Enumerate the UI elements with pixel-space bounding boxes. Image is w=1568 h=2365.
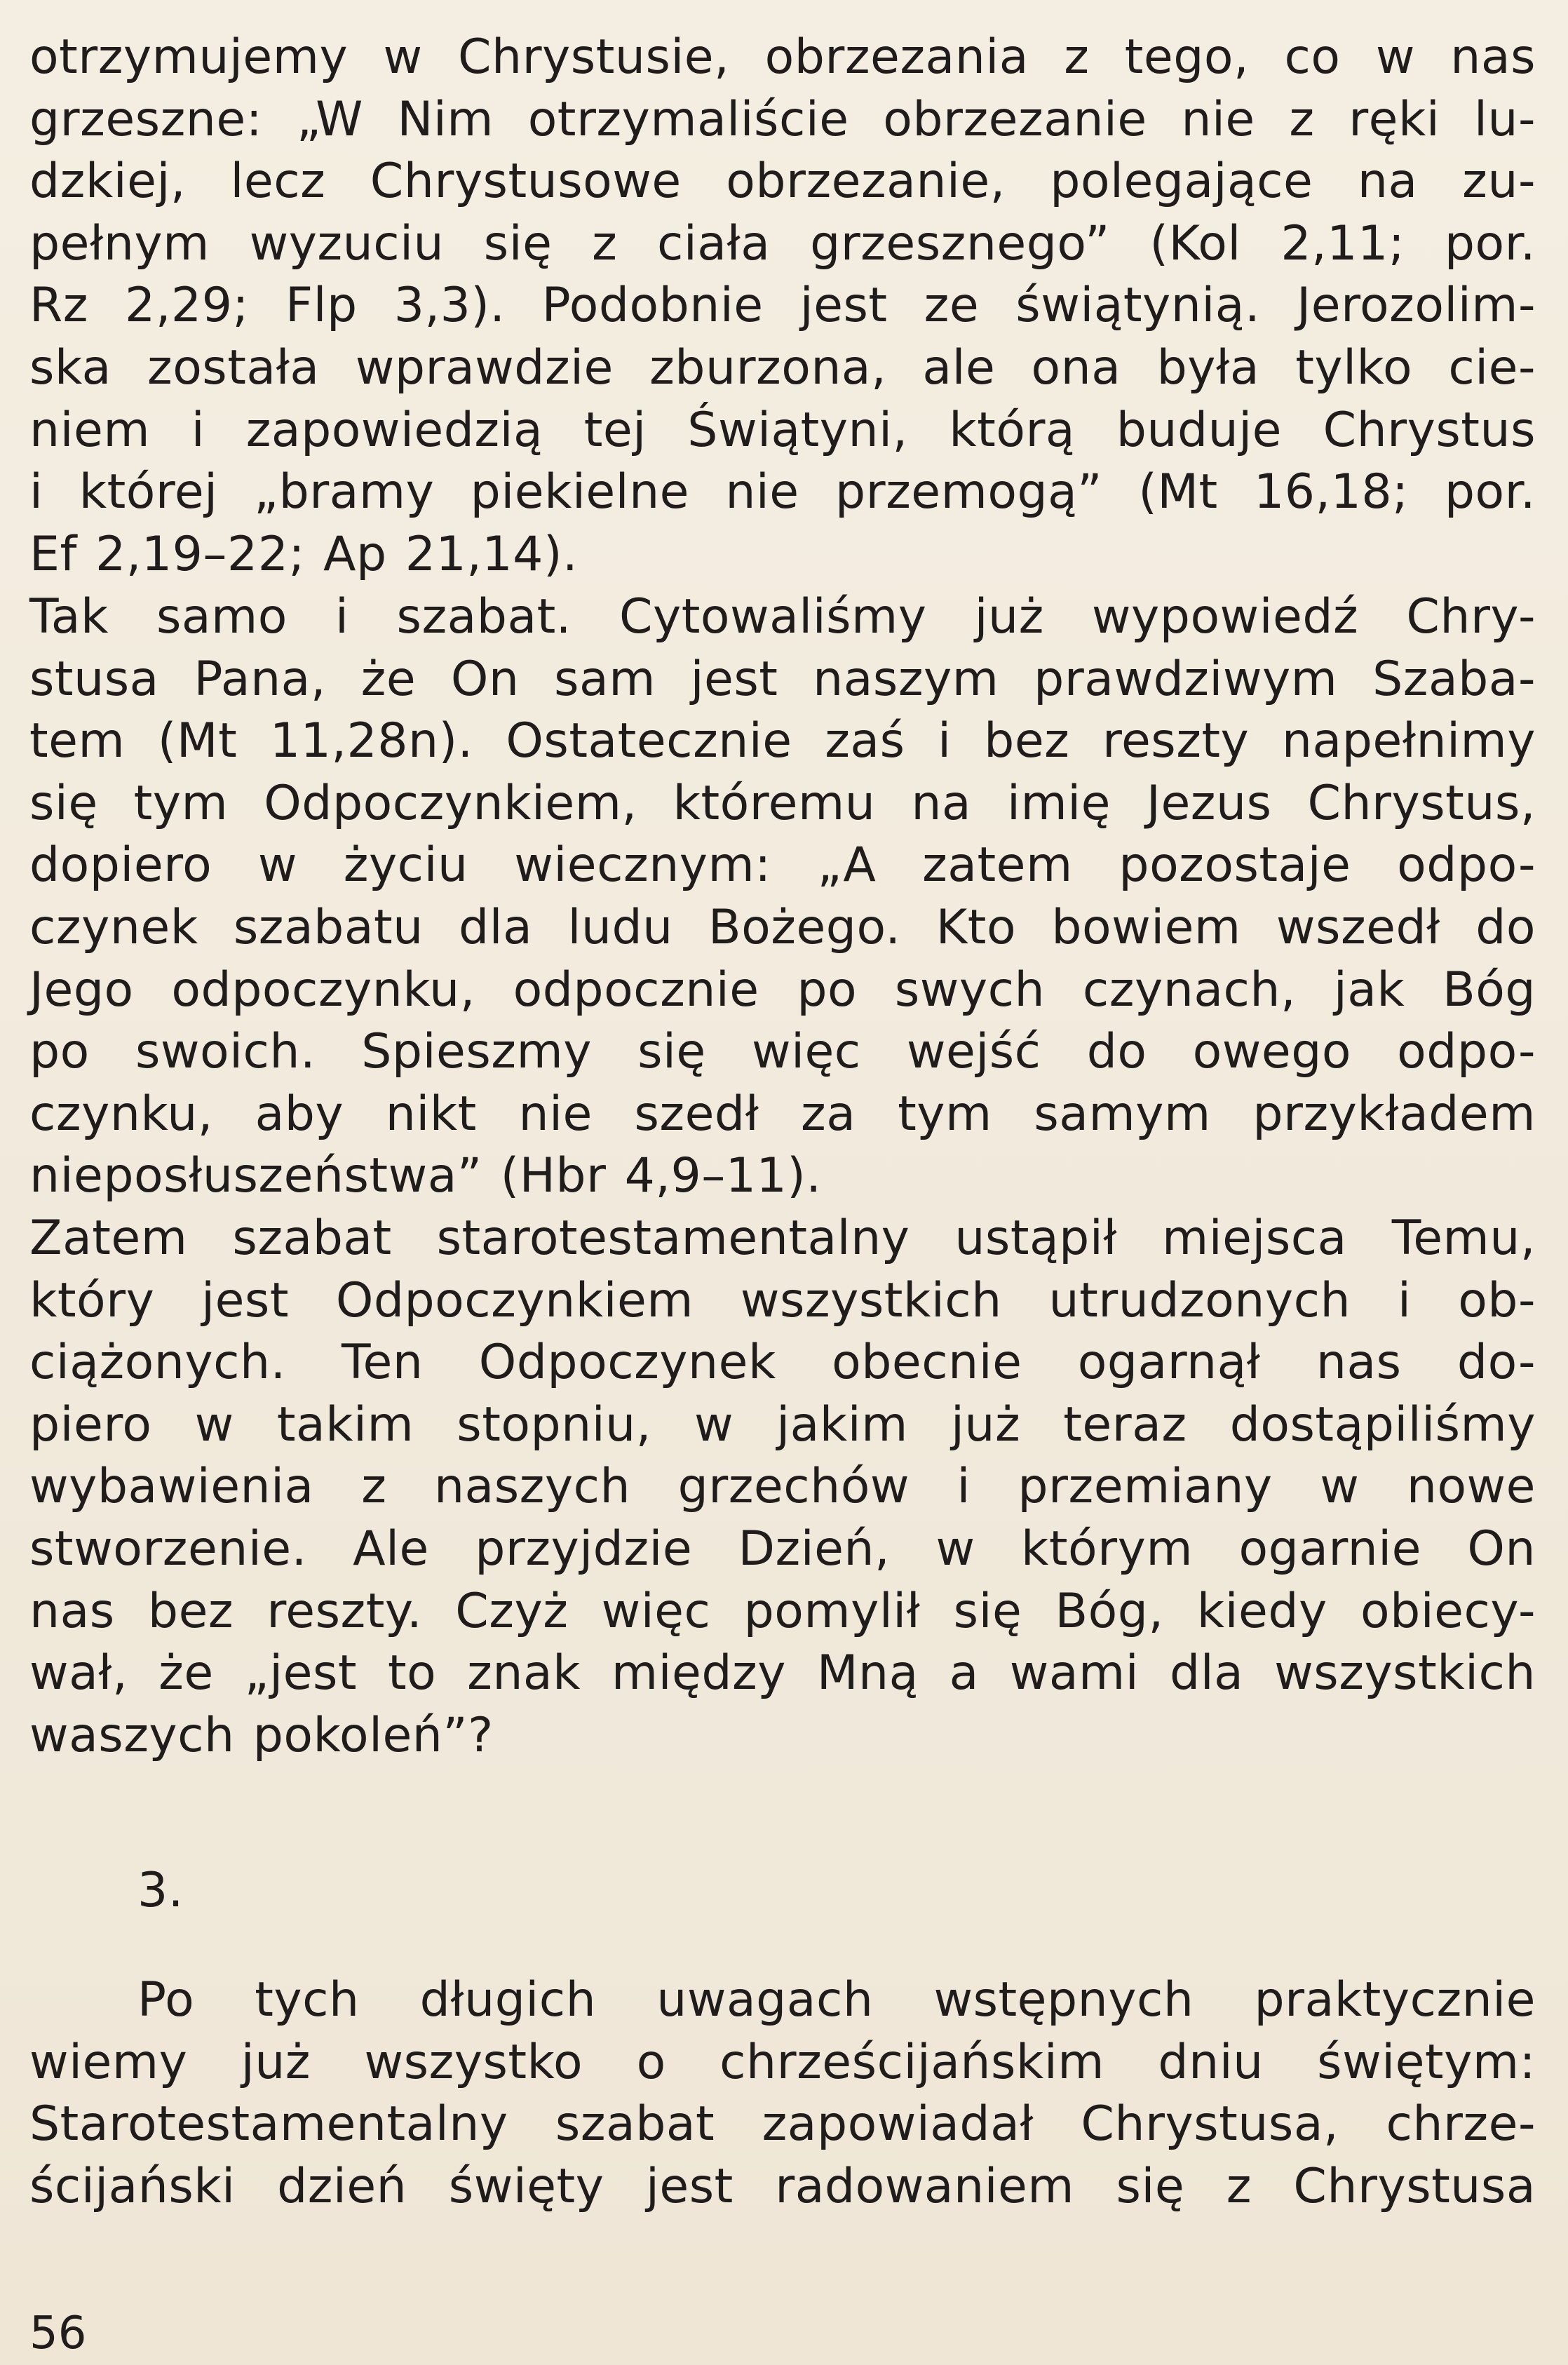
text-line: wiemy już wszystko o chrześcijańskim dniu świętym: xyxy=(29,2034,1536,2090)
section-number: 3. xyxy=(137,1863,184,1918)
text-line: ska została wprawdzie zburzona, ale ona była tylko cie- xyxy=(29,339,1536,396)
text-line: który jest Odpoczynkiem wszystkich utrudzonych i ob- xyxy=(29,1272,1536,1328)
text-line: Po tych długich uwagach wstępnych praktycznie xyxy=(137,1972,1536,2028)
text-line: czynku, aby nikt nie szedł za tym samym przykładem xyxy=(29,1086,1536,1142)
text-line: tem (Mt 11,28n). Ostatecznie zaś i bez reszty napełnimy xyxy=(29,713,1536,769)
text-line: po swoich. Spieszmy się więc wejść do owego odpo- xyxy=(29,1024,1536,1080)
paragraph-2 xyxy=(29,586,1536,1208)
text-line: ciążonych. Ten Odpoczynek obecnie ogarnął nas do- xyxy=(29,1335,1536,1391)
text-line: się tym Odpoczynkiem, któremu na imię Jezus Chrystus, xyxy=(29,775,1536,831)
text-line: otrzymujemy w Chrystusie, obrzezania z tego, co w nas xyxy=(29,29,1536,85)
text-line: dopiero w życiu wiecznym: „A zatem pozostaje odpo- xyxy=(29,837,1536,894)
text-line: dzkiej, lecz Chrystusowe obrzezanie, polegające na zu- xyxy=(29,154,1536,210)
text-line: stusa Pana, że On sam jest naszym prawdziwym Szaba- xyxy=(29,651,1536,707)
text-line: Starotestamentalny szabat zapowiadał Chrystusa, chrze- xyxy=(29,2096,1536,2152)
text-line: pełnym wyzuciu się z ciała grzesznego” (Kol 2,11; por. xyxy=(29,215,1536,271)
paragraph-1 xyxy=(29,27,1536,586)
section-paragraph xyxy=(29,1969,1536,2218)
text-line: wybawienia z naszych grzechów i przemiany w nowe xyxy=(29,1459,1536,1515)
section-heading xyxy=(137,1860,418,1922)
page-number: 56 xyxy=(29,2307,87,2359)
text-line: nieposłuszeństwa” (Hbr 4,9–11). xyxy=(29,1148,822,1204)
text-line: Zatem szabat starotestamentalny ustąpił miejsca Temu, xyxy=(29,1211,1536,1266)
text-line: stworzenie. Ale przyjdzie Dzień, w którym ogarnie On xyxy=(29,1521,1536,1577)
text-line: waszych pokoleń”? xyxy=(29,1707,494,1763)
text-line: nas bez reszty. Czyż więc pomylił się Bóg, kiedy obiecy- xyxy=(29,1583,1536,1639)
text-line: Tak samo i szabat. Cytowaliśmy już wypowiedź Chry- xyxy=(29,589,1536,645)
text-line: Jego odpoczynku, odpocznie po swych czynach, jak Bóg xyxy=(29,962,1536,1018)
text-line: Rz 2,29; Flp 3,3). Podobnie jest ze świątynią. Jerozolim- xyxy=(29,278,1536,334)
text-line: wał, że „jest to znak między Mną a wami dla wszystkich xyxy=(29,1645,1536,1702)
text-line: i której „bramy piekielne nie przemogą” (Mt 16,18; por. xyxy=(29,464,1536,520)
text-line: ścijański dzień święty jest radowaniem się z Chrystusa xyxy=(29,2158,1536,2214)
text-line: czynek szabatu dla ludu Bożego. Kto bowiem wszedł do xyxy=(29,899,1536,955)
text-line: grzeszne: „W Nim otrzymaliście obrzezanie nie z ręki lu- xyxy=(29,91,1536,147)
paragraph-3 xyxy=(29,1208,1536,1767)
text-line: Ef 2,19–22; Ap 21,14). xyxy=(29,526,579,582)
text-line: niem i zapowiedzią tej Świątyni, którą buduje Chrystus xyxy=(29,402,1536,458)
text-line: piero w takim stopniu, w jakim już teraz dostąpiliśmy xyxy=(29,1396,1536,1453)
